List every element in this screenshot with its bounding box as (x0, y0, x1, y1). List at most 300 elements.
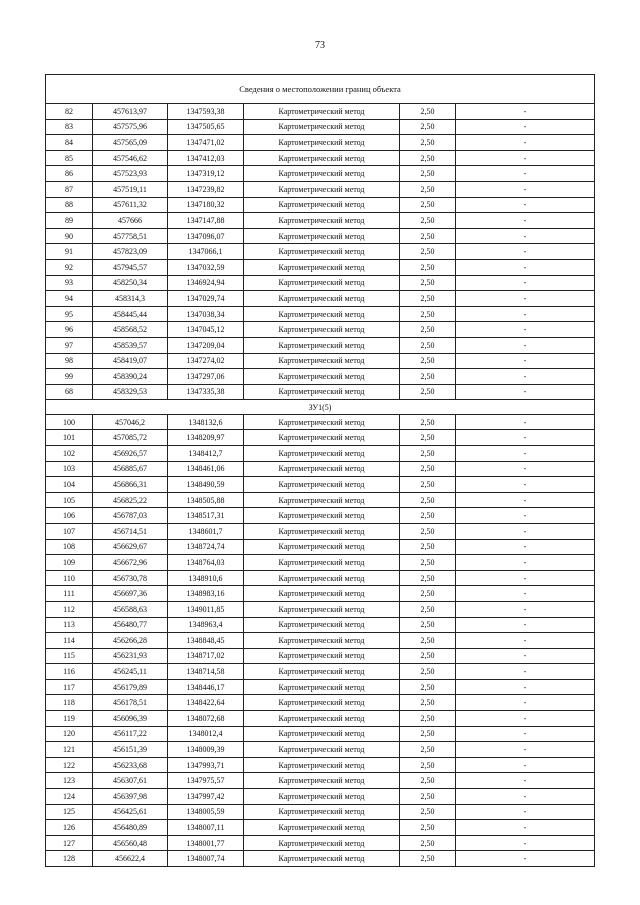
description-cell: - (456, 337, 595, 353)
x-coordinate-cell: 456233,68 (93, 757, 168, 773)
method-cell: Картометрический метод (244, 150, 400, 166)
method-cell: Картометрический метод (244, 851, 400, 867)
table-row (46, 181, 595, 197)
section-label: ЗУ1(5) (46, 400, 595, 415)
point-number-cell: 97 (46, 337, 93, 353)
y-coordinate-cell: 1347505,65 (168, 119, 244, 135)
point-number-cell: 84 (46, 135, 93, 151)
method-cell: Картометрический метод (244, 353, 400, 369)
accuracy-cell: 2,50 (400, 773, 456, 789)
x-coordinate-cell: 456245,11 (93, 664, 168, 680)
description-cell: - (456, 181, 595, 197)
y-coordinate-cell: 1348717,02 (168, 648, 244, 664)
method-cell: Картометрический метод (244, 773, 400, 789)
method-cell: Картометрический метод (244, 586, 400, 602)
table-row (46, 337, 595, 353)
method-cell: Картометрический метод (244, 477, 400, 493)
accuracy-cell: 2,50 (400, 664, 456, 680)
point-number-cell: 119 (46, 711, 93, 727)
description-cell: - (456, 322, 595, 338)
table-row (46, 197, 595, 213)
accuracy-cell: 2,50 (400, 586, 456, 602)
y-coordinate-cell: 1346924,94 (168, 275, 244, 291)
accuracy-cell: 2,50 (400, 570, 456, 586)
x-coordinate-cell: 458568,52 (93, 322, 168, 338)
accuracy-cell: 2,50 (400, 213, 456, 229)
table-row (46, 523, 595, 539)
accuracy-cell: 2,50 (400, 711, 456, 727)
accuracy-cell: 2,50 (400, 617, 456, 633)
x-coordinate-cell: 458445,44 (93, 306, 168, 322)
x-coordinate-cell: 456560,48 (93, 835, 168, 851)
accuracy-cell: 2,50 (400, 228, 456, 244)
table-row (46, 648, 595, 664)
description-cell: - (456, 353, 595, 369)
accuracy-cell: 2,50 (400, 539, 456, 555)
table-row (46, 291, 595, 307)
y-coordinate-cell: 1348764,03 (168, 555, 244, 571)
table-row (46, 555, 595, 571)
method-cell: Картометрический метод (244, 104, 400, 120)
description-cell: - (456, 633, 595, 649)
method-cell: Картометрический метод (244, 820, 400, 836)
y-coordinate-cell: 1348007,11 (168, 820, 244, 836)
table-row (46, 695, 595, 711)
x-coordinate-cell: 458419,07 (93, 353, 168, 369)
x-coordinate-cell: 457945,57 (93, 259, 168, 275)
accuracy-cell: 2,50 (400, 492, 456, 508)
table-row (46, 726, 595, 742)
y-coordinate-cell: 1348007,74 (168, 851, 244, 867)
point-number-cell: 115 (46, 648, 93, 664)
y-coordinate-cell: 1348505,88 (168, 492, 244, 508)
boundary-coordinates-table (45, 74, 595, 867)
x-coordinate-cell: 458390,24 (93, 369, 168, 385)
x-coordinate-cell: 457085,72 (93, 430, 168, 446)
y-coordinate-cell: 1348517,31 (168, 508, 244, 524)
description-cell: - (456, 244, 595, 260)
point-number-cell: 100 (46, 414, 93, 430)
table-row (46, 601, 595, 617)
method-cell: Картометрический метод (244, 430, 400, 446)
accuracy-cell: 2,50 (400, 679, 456, 695)
method-cell: Картометрический метод (244, 166, 400, 182)
description-cell: - (456, 586, 595, 602)
y-coordinate-cell: 1347297,06 (168, 369, 244, 385)
point-number-cell: 98 (46, 353, 93, 369)
method-cell: Картометрический метод (244, 445, 400, 461)
table-title: Сведения о местоположении границ объекта (46, 75, 595, 104)
description-cell: - (456, 306, 595, 322)
x-coordinate-cell: 456480,77 (93, 617, 168, 633)
y-coordinate-cell: 1347209,04 (168, 337, 244, 353)
description-cell: - (456, 259, 595, 275)
x-coordinate-cell: 458329,53 (93, 384, 168, 400)
method-cell: Картометрический метод (244, 213, 400, 229)
accuracy-cell: 2,50 (400, 384, 456, 400)
y-coordinate-cell: 1347038,34 (168, 306, 244, 322)
table-row (46, 228, 595, 244)
y-coordinate-cell: 1348461,06 (168, 461, 244, 477)
method-cell: Картометрический метод (244, 259, 400, 275)
method-cell: Картометрический метод (244, 555, 400, 571)
method-cell: Картометрический метод (244, 648, 400, 664)
y-coordinate-cell: 1348983,16 (168, 586, 244, 602)
method-cell: Картометрический метод (244, 711, 400, 727)
y-coordinate-cell: 1347471,02 (168, 135, 244, 151)
y-coordinate-cell: 1348848,45 (168, 633, 244, 649)
point-number-cell: 93 (46, 275, 93, 291)
y-coordinate-cell: 1347239,82 (168, 181, 244, 197)
accuracy-cell: 2,50 (400, 742, 456, 758)
description-cell: - (456, 228, 595, 244)
point-number-cell: 94 (46, 291, 93, 307)
x-coordinate-cell: 456178,51 (93, 695, 168, 711)
accuracy-cell: 2,50 (400, 726, 456, 742)
point-number-cell: 107 (46, 523, 93, 539)
point-number-cell: 83 (46, 119, 93, 135)
method-cell: Картометрический метод (244, 508, 400, 524)
method-cell: Картометрический метод (244, 181, 400, 197)
accuracy-cell: 2,50 (400, 477, 456, 493)
method-cell: Картометрический метод (244, 369, 400, 385)
description-cell: - (456, 213, 595, 229)
method-cell: Картометрический метод (244, 742, 400, 758)
table-row (46, 742, 595, 758)
method-cell: Картометрический метод (244, 539, 400, 555)
y-coordinate-cell: 1348963,4 (168, 617, 244, 633)
accuracy-cell: 2,50 (400, 197, 456, 213)
description-cell: - (456, 757, 595, 773)
y-coordinate-cell: 1347412,03 (168, 150, 244, 166)
table-row (46, 804, 595, 820)
x-coordinate-cell: 457758,51 (93, 228, 168, 244)
point-number-cell: 95 (46, 306, 93, 322)
y-coordinate-cell: 1347029,74 (168, 291, 244, 307)
accuracy-cell: 2,50 (400, 851, 456, 867)
point-number-cell: 104 (46, 477, 93, 493)
table-row (46, 617, 595, 633)
x-coordinate-cell: 457613,97 (93, 104, 168, 120)
x-coordinate-cell: 456480,89 (93, 820, 168, 836)
point-number-cell: 101 (46, 430, 93, 446)
description-cell: - (456, 508, 595, 524)
description-cell: - (456, 523, 595, 539)
table-row (46, 851, 595, 867)
accuracy-cell: 2,50 (400, 259, 456, 275)
x-coordinate-cell: 456117,22 (93, 726, 168, 742)
point-number-cell: 108 (46, 539, 93, 555)
x-coordinate-cell: 456397,98 (93, 789, 168, 805)
point-number-cell: 122 (46, 757, 93, 773)
table-row (46, 539, 595, 555)
table-row (46, 679, 595, 695)
point-number-cell: 126 (46, 820, 93, 836)
table-row (46, 322, 595, 338)
accuracy-cell: 2,50 (400, 275, 456, 291)
x-coordinate-cell: 456926,57 (93, 445, 168, 461)
table-row (46, 414, 595, 430)
point-number-cell: 92 (46, 259, 93, 275)
method-cell: Картометрический метод (244, 601, 400, 617)
x-coordinate-cell: 456714,51 (93, 523, 168, 539)
table-row (46, 477, 595, 493)
y-coordinate-cell: 1348724,74 (168, 539, 244, 555)
description-cell: - (456, 570, 595, 586)
method-cell: Картометрический метод (244, 384, 400, 400)
accuracy-cell: 2,50 (400, 414, 456, 430)
y-coordinate-cell: 1347975,57 (168, 773, 244, 789)
table-row (46, 586, 595, 602)
x-coordinate-cell: 456787,03 (93, 508, 168, 524)
point-number-cell: 124 (46, 789, 93, 805)
y-coordinate-cell: 1347997,42 (168, 789, 244, 805)
accuracy-cell: 2,50 (400, 337, 456, 353)
method-cell: Картометрический метод (244, 757, 400, 773)
point-number-cell: 105 (46, 492, 93, 508)
accuracy-cell: 2,50 (400, 104, 456, 120)
point-number-cell: 123 (46, 773, 93, 789)
y-coordinate-cell: 1348009,39 (168, 742, 244, 758)
table-row (46, 275, 595, 291)
accuracy-cell: 2,50 (400, 291, 456, 307)
point-number-cell: 87 (46, 181, 93, 197)
x-coordinate-cell: 456866,31 (93, 477, 168, 493)
method-cell: Картометрический метод (244, 461, 400, 477)
description-cell: - (456, 414, 595, 430)
point-number-cell: 121 (46, 742, 93, 758)
description-cell: - (456, 119, 595, 135)
description-cell: - (456, 150, 595, 166)
description-cell: - (456, 135, 595, 151)
y-coordinate-cell: 1347319,12 (168, 166, 244, 182)
description-cell: - (456, 369, 595, 385)
table-row (46, 259, 595, 275)
x-coordinate-cell: 456825,22 (93, 492, 168, 508)
method-cell: Картометрический метод (244, 322, 400, 338)
description-cell: - (456, 804, 595, 820)
method-cell: Картометрический метод (244, 695, 400, 711)
method-cell: Картометрический метод (244, 804, 400, 820)
x-coordinate-cell: 456425,61 (93, 804, 168, 820)
method-cell: Картометрический метод (244, 726, 400, 742)
y-coordinate-cell: 1347045,12 (168, 322, 244, 338)
point-number-cell: 82 (46, 104, 93, 120)
point-number-cell: 86 (46, 166, 93, 182)
x-coordinate-cell: 456231,93 (93, 648, 168, 664)
table-row (46, 757, 595, 773)
point-number-cell: 127 (46, 835, 93, 851)
accuracy-cell: 2,50 (400, 353, 456, 369)
table-row (46, 773, 595, 789)
method-cell: Картометрический метод (244, 291, 400, 307)
description-cell: - (456, 679, 595, 695)
y-coordinate-cell: 1347274,02 (168, 353, 244, 369)
accuracy-cell: 2,50 (400, 835, 456, 851)
accuracy-cell: 2,50 (400, 430, 456, 446)
x-coordinate-cell: 456307,61 (93, 773, 168, 789)
y-coordinate-cell: 1347147,88 (168, 213, 244, 229)
table-row (46, 119, 595, 135)
y-coordinate-cell: 1348601,7 (168, 523, 244, 539)
method-cell: Картометрический метод (244, 664, 400, 680)
table-row (46, 150, 595, 166)
y-coordinate-cell: 1348012,4 (168, 726, 244, 742)
description-cell: - (456, 820, 595, 836)
point-number-cell: 125 (46, 804, 93, 820)
point-number-cell: 96 (46, 322, 93, 338)
point-number-cell: 68 (46, 384, 93, 400)
method-cell: Картометрический метод (244, 570, 400, 586)
point-number-cell: 128 (46, 851, 93, 867)
table-row (46, 835, 595, 851)
table-row (46, 461, 595, 477)
section-row (46, 400, 595, 415)
accuracy-cell: 2,50 (400, 804, 456, 820)
point-number-cell: 113 (46, 617, 93, 633)
point-number-cell: 120 (46, 726, 93, 742)
table-row (46, 711, 595, 727)
table-row (46, 445, 595, 461)
description-cell: - (456, 275, 595, 291)
y-coordinate-cell: 1348446,17 (168, 679, 244, 695)
method-cell: Картометрический метод (244, 633, 400, 649)
method-cell: Картометрический метод (244, 492, 400, 508)
table-row (46, 306, 595, 322)
method-cell: Картометрический метод (244, 414, 400, 430)
description-cell: - (456, 555, 595, 571)
y-coordinate-cell: 1347096,07 (168, 228, 244, 244)
x-coordinate-cell: 457565,09 (93, 135, 168, 151)
y-coordinate-cell: 1348132,6 (168, 414, 244, 430)
method-cell: Картометрический метод (244, 119, 400, 135)
point-number-cell: 112 (46, 601, 93, 617)
table-row (46, 135, 595, 151)
method-cell: Картометрический метод (244, 228, 400, 244)
y-coordinate-cell: 1348072,68 (168, 711, 244, 727)
description-cell: - (456, 492, 595, 508)
x-coordinate-cell: 457519,11 (93, 181, 168, 197)
y-coordinate-cell: 1347032,59 (168, 259, 244, 275)
accuracy-cell: 2,50 (400, 244, 456, 260)
accuracy-cell: 2,50 (400, 119, 456, 135)
accuracy-cell: 2,50 (400, 150, 456, 166)
description-cell: - (456, 695, 595, 711)
accuracy-cell: 2,50 (400, 181, 456, 197)
y-coordinate-cell: 1348422,64 (168, 695, 244, 711)
description-cell: - (456, 851, 595, 867)
method-cell: Картометрический метод (244, 835, 400, 851)
description-cell: - (456, 726, 595, 742)
accuracy-cell: 2,50 (400, 369, 456, 385)
table-row (46, 213, 595, 229)
x-coordinate-cell: 458250,34 (93, 275, 168, 291)
accuracy-cell: 2,50 (400, 166, 456, 182)
x-coordinate-cell: 456622,4 (93, 851, 168, 867)
x-coordinate-cell: 456266,28 (93, 633, 168, 649)
table-row (46, 492, 595, 508)
point-number-cell: 116 (46, 664, 93, 680)
accuracy-cell: 2,50 (400, 135, 456, 151)
x-coordinate-cell: 456697,36 (93, 586, 168, 602)
table-row (46, 570, 595, 586)
x-coordinate-cell: 457823,09 (93, 244, 168, 260)
x-coordinate-cell: 456179,89 (93, 679, 168, 695)
y-coordinate-cell: 1349011,85 (168, 601, 244, 617)
description-cell: - (456, 445, 595, 461)
description-cell: - (456, 430, 595, 446)
table-row (46, 508, 595, 524)
method-cell: Картометрический метод (244, 197, 400, 213)
method-cell: Картометрический метод (244, 789, 400, 805)
table-row (46, 430, 595, 446)
table-row (46, 104, 595, 120)
x-coordinate-cell: 457046,2 (93, 414, 168, 430)
y-coordinate-cell: 1347066,1 (168, 244, 244, 260)
point-number-cell: 89 (46, 213, 93, 229)
y-coordinate-cell: 1347593,38 (168, 104, 244, 120)
table-row (46, 353, 595, 369)
description-cell: - (456, 539, 595, 555)
accuracy-cell: 2,50 (400, 555, 456, 571)
point-number-cell: 106 (46, 508, 93, 524)
accuracy-cell: 2,50 (400, 322, 456, 338)
y-coordinate-cell: 1348910,6 (168, 570, 244, 586)
y-coordinate-cell: 1347993,71 (168, 757, 244, 773)
accuracy-cell: 2,50 (400, 445, 456, 461)
method-cell: Картометрический метод (244, 337, 400, 353)
description-cell: - (456, 742, 595, 758)
method-cell: Картометрический метод (244, 523, 400, 539)
point-number-cell: 91 (46, 244, 93, 260)
table-row (46, 789, 595, 805)
point-number-cell: 99 (46, 369, 93, 385)
method-cell: Картометрический метод (244, 135, 400, 151)
accuracy-cell: 2,50 (400, 820, 456, 836)
accuracy-cell: 2,50 (400, 461, 456, 477)
description-cell: - (456, 648, 595, 664)
table-row (46, 633, 595, 649)
point-number-cell: 111 (46, 586, 93, 602)
y-coordinate-cell: 1347180,32 (168, 197, 244, 213)
table-row (46, 820, 595, 836)
table-header-row (46, 75, 595, 104)
point-number-cell: 109 (46, 555, 93, 571)
accuracy-cell: 2,50 (400, 695, 456, 711)
x-coordinate-cell: 458314,3 (93, 291, 168, 307)
point-number-cell: 90 (46, 228, 93, 244)
accuracy-cell: 2,50 (400, 508, 456, 524)
description-cell: - (456, 664, 595, 680)
table-row (46, 244, 595, 260)
y-coordinate-cell: 1348490,59 (168, 477, 244, 493)
method-cell: Картометрический метод (244, 306, 400, 322)
x-coordinate-cell: 457611,32 (93, 197, 168, 213)
x-coordinate-cell: 458539,57 (93, 337, 168, 353)
x-coordinate-cell: 456588,63 (93, 601, 168, 617)
x-coordinate-cell: 456730,78 (93, 570, 168, 586)
description-cell: - (456, 835, 595, 851)
method-cell: Картометрический метод (244, 244, 400, 260)
description-cell: - (456, 773, 595, 789)
table-row (46, 166, 595, 182)
y-coordinate-cell: 1348714,58 (168, 664, 244, 680)
point-number-cell: 117 (46, 679, 93, 695)
description-cell: - (456, 461, 595, 477)
description-cell: - (456, 617, 595, 633)
x-coordinate-cell: 456672,96 (93, 555, 168, 571)
accuracy-cell: 2,50 (400, 757, 456, 773)
